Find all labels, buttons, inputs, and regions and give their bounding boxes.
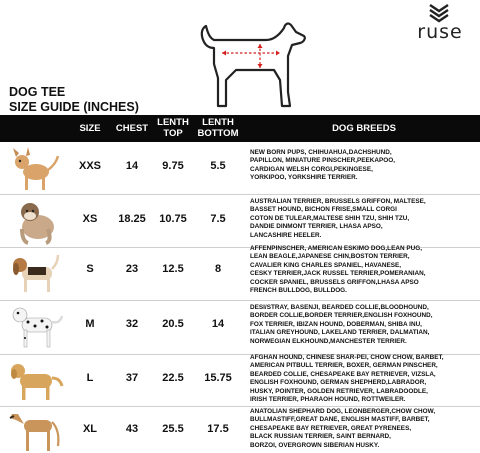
breed-line: BEARDED COLLIE, CHESAPEAKE BAY RETRIEVER, VIZSLA,: [250, 370, 436, 378]
breed-line: IRISH TERRIER, PHARAOH HOUND, ROTTWEILER.: [250, 396, 406, 404]
title-line-2: SIZE GUIDE (INCHES): [9, 100, 139, 114]
breed-line: PAPILLON, MINIATURE PINSCHER,PEEKAPOO,: [250, 157, 395, 165]
great-dane-image: [4, 406, 66, 453]
breed-line: AFGHAN HOUND, CHINESE SHAR-PEI, CHOW CHOW, BARBET,: [250, 354, 444, 361]
table-row: [0, 354, 480, 406]
cell-chest: 14: [125, 160, 139, 172]
breed-line: ITALIAN GREYHOUND, LAKELAND TERRIER, DALMATIAN,: [250, 329, 430, 337]
cell-length-top: 20.5: [162, 318, 184, 330]
cell-length-top: 12.5: [162, 263, 184, 275]
breed-line: CARDIGAN WELSH CORGI,PEKINGESE,: [250, 165, 373, 173]
cell-breeds: [250, 245, 478, 295]
cell-size: XL: [82, 423, 98, 435]
cell-size: M: [85, 318, 95, 330]
chevron-stack-icon: [428, 3, 450, 23]
column-length-bottom-2: BOTTOM: [197, 128, 239, 139]
cell-breeds: [250, 354, 478, 404]
breed-line: DANDIE DINMONT TERRIER, LHASA APSO,: [250, 223, 383, 231]
breed-line: CHESAPEAKE BAY RETRIEVER, GREAT PYRENEES,: [250, 424, 412, 432]
breed-line: COCKER SPANIEL, BRUSSELS GRIFFON,LHASA APSO: [250, 278, 419, 286]
breed-line: DESI/STRAY, BASENJI, BEARDED COLLIE,BLOODHOUND,: [250, 304, 429, 311]
table-row: [0, 406, 480, 453]
chihuahua-image: [4, 142, 66, 194]
shih-tzu-image: [4, 195, 66, 247]
cell-breeds: [250, 408, 478, 450]
table-header: [0, 115, 480, 142]
cell-length-bottom: 14: [211, 318, 225, 330]
breed-line: FRENCH BULLDOG, BULLDOG.: [250, 287, 347, 295]
brand-logo: [412, 3, 468, 43]
breed-line: ANATOLIAN SHEPHARD DOG, LEONBERGER,CHOW CHOW,: [250, 408, 436, 415]
cell-length-top: 22.5: [162, 372, 184, 384]
cell-length-bottom: 7.5: [210, 213, 226, 225]
breed-line: LANCASHIRE HEELER.: [250, 231, 322, 239]
breed-line: LEAN BEAGLE,JAPANESE CHIN,BOSTON TERRIER,: [250, 253, 410, 261]
column-length-bottom-1: LENTH: [202, 117, 234, 128]
dog-measurement-icon: [196, 20, 316, 110]
cell-chest: 37: [125, 372, 139, 384]
cell-breeds: [250, 198, 478, 240]
cell-size: XXS: [78, 160, 101, 172]
cell-size: L: [86, 372, 94, 384]
column-length-top-2: TOP: [163, 128, 183, 139]
breed-line: HUSKY, POINTER, GOLDEN RETRIEVER, LABRADOODLE,: [250, 387, 428, 395]
cell-size: XS: [82, 213, 98, 225]
breed-line: BORDER COLLIE,BORDER TERRIER,ENGLISH FOXHOUND,: [250, 312, 433, 320]
table-row: [0, 142, 480, 194]
breed-line: AMERICAN PITBULL TERRIER, BOXER, GERMAN PINSCHER,: [250, 362, 438, 370]
cell-chest: 32: [125, 318, 139, 330]
cell-length-bottom: 8: [214, 263, 222, 275]
breed-line: BORZOI, OVERGROWN SIBERIAN HUSKY.: [250, 441, 380, 449]
breed-line: COTON DE TULEAR,MALTESE SHIH TZU, SHIH TZU,: [250, 214, 410, 222]
breed-line: AUSTRALIAN TERRIER, BRUSSELS GRIFFON, MALTESE,: [250, 198, 426, 205]
dalmatian-image: [4, 300, 66, 352]
cell-length-bottom: 15.75: [204, 372, 232, 384]
cell-chest: 43: [125, 423, 139, 435]
cell-length-top: 25.5: [162, 423, 184, 435]
breed-line: BULLMASTIFF,GREAT DANE, ENGLISH MASTIFF, BARBET,: [250, 416, 430, 424]
cell-length-top: 10.75: [159, 213, 187, 225]
breed-line: BLACK RUSSIAN TERRIER, SAINT BERNARD,: [250, 433, 391, 441]
breed-line: NORWEGIAN ELKHOUND,MANCHESTER TERRIER.: [250, 337, 407, 345]
cell-length-bottom: 17.5: [207, 423, 229, 435]
cell-chest: 18.25: [118, 213, 146, 225]
breed-line: NEW BORN PUPS, CHIHUAHUA,DACHSHUND,: [250, 149, 392, 156]
page-title: [9, 85, 139, 115]
breed-line: FOX TERRIER, IBIZAN HOUND, DOBERMAN, SHIBA INU,: [250, 320, 422, 328]
table-row: [0, 245, 480, 297]
cell-breeds: [250, 304, 478, 346]
golden-retriever-image: [4, 354, 66, 406]
column-dog-breeds: DOG BREEDS: [332, 123, 396, 134]
breed-line: YORKIPOO, YORKSHIRE TERRIER.: [250, 174, 358, 182]
beagle-image: [4, 245, 66, 297]
title-line-1: DOG TEE: [9, 85, 66, 99]
table-row: [0, 195, 480, 247]
brand-name: ruse: [417, 21, 463, 43]
cell-length-top: 9.75: [162, 160, 184, 172]
column-size: SIZE: [79, 123, 101, 134]
table-row: [0, 300, 480, 352]
cell-size: S: [86, 263, 94, 275]
breed-line: AFFENPINSCHER, AMERICAN ESKIMO DOG,LEAN PUG,: [250, 245, 422, 252]
cell-breeds: [250, 149, 478, 183]
breed-line: CAVALIER KING CHARLES SPANIEL, HAVANESE,: [250, 261, 402, 269]
cell-chest: 23: [125, 263, 139, 275]
breed-line: ENGLISH FOXHOUND, GERMAN SHEPHERD,LABRADOR,: [250, 379, 427, 387]
breed-line: BASSET HOUND, BICHON FRISE,SMALL CORGI: [250, 206, 397, 214]
column-chest: CHEST: [115, 123, 149, 134]
breed-line: CESKY TERRIER,JACK RUSSEL TERRIER,POMERANIAN,: [250, 270, 426, 278]
column-length-top-1: LENTH: [157, 117, 189, 128]
cell-length-bottom: 5.5: [210, 160, 226, 172]
